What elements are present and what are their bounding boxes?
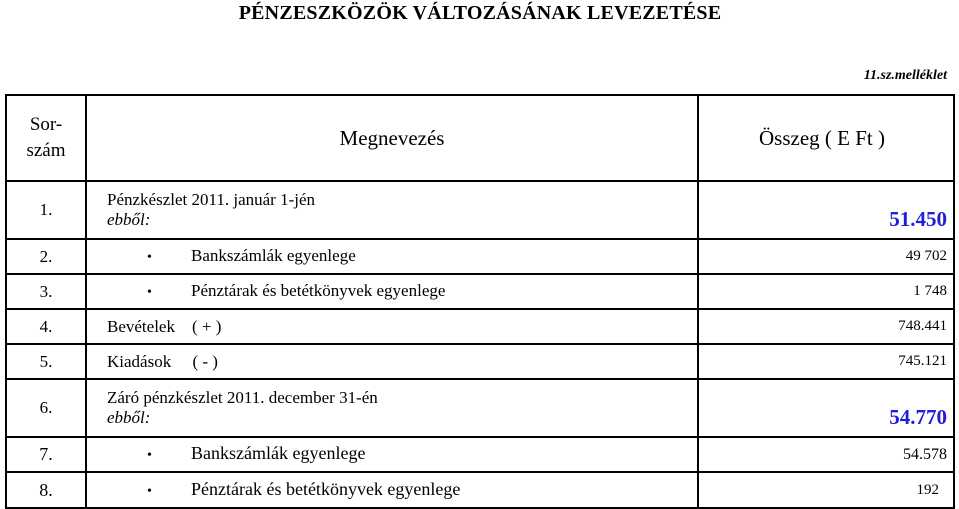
row-amount: 745.121 [698,344,954,379]
row-name [86,472,698,508]
row-amount: 54.770 [698,379,954,437]
cash-flow-table [5,94,955,509]
row-amount: 192 [698,472,954,508]
row-name [86,379,698,437]
row-name-text: Pénztárak és betétkönyvek egyenlege [191,478,461,499]
row-name: Kiadások ( - ) [86,344,698,379]
table-row [6,344,954,379]
bullet-icon: • [147,284,152,300]
row-subtext: ebből: [107,210,151,229]
header-number-line2: szám [26,140,66,161]
row-number: 7. [6,437,86,472]
row-name-text: Bankszámlák egyenlege [191,443,366,463]
row-amount: 748.441 [698,309,954,344]
table-row [6,274,954,309]
row-number: 1. [6,181,86,239]
header-amount-cell: Összeg ( E Ft ) [698,95,954,181]
table-row [6,379,954,437]
bullet-icon: • [147,483,152,499]
row-name: Bevételek ( + ) [86,309,698,344]
row-name [86,181,698,239]
row-name [86,239,698,274]
row-name [86,437,698,472]
row-number: 4. [6,309,86,344]
row-name-text: Pénztárak és betétkönyvek egyenlege [191,280,446,300]
row-number: 3. [6,274,86,309]
row-name [86,274,698,309]
row-subtext: ebből: [107,408,151,427]
table-row [6,239,954,274]
row-number: 5. [6,344,86,379]
annex-label: 11.sz.melléklet [863,68,947,83]
row-number: 6. [6,379,86,437]
header-number-cell [6,95,86,181]
header-number-line1: Sor- [29,114,63,135]
table-row [6,181,954,239]
row-name-text: Pénzkészlet 2011. január 1-jén [107,190,316,209]
bullet-icon: • [147,249,152,265]
row-name-text: Bankszámlák egyenlege [191,245,356,265]
table-row [6,309,954,344]
row-amount: 49 702 [698,239,954,274]
row-amount: 54.578 [698,437,954,472]
table-row [6,437,954,472]
row-amount: 1 748 [698,274,954,309]
row-number: 2. [6,239,86,274]
row-number: 8. [6,472,86,508]
row-amount: 51.450 [698,181,954,239]
table-header-row [6,95,954,181]
header-name-cell: Megnevezés [86,95,698,181]
bullet-icon: • [147,448,152,463]
page-title: PÉNZESZKÖZÖK VÁLTOZÁSÁNAK LEVEZETÉSE [238,2,722,24]
table-row [6,472,954,508]
row-name-text: Záró pénzkészlet 2011. december 31-én [107,388,378,407]
